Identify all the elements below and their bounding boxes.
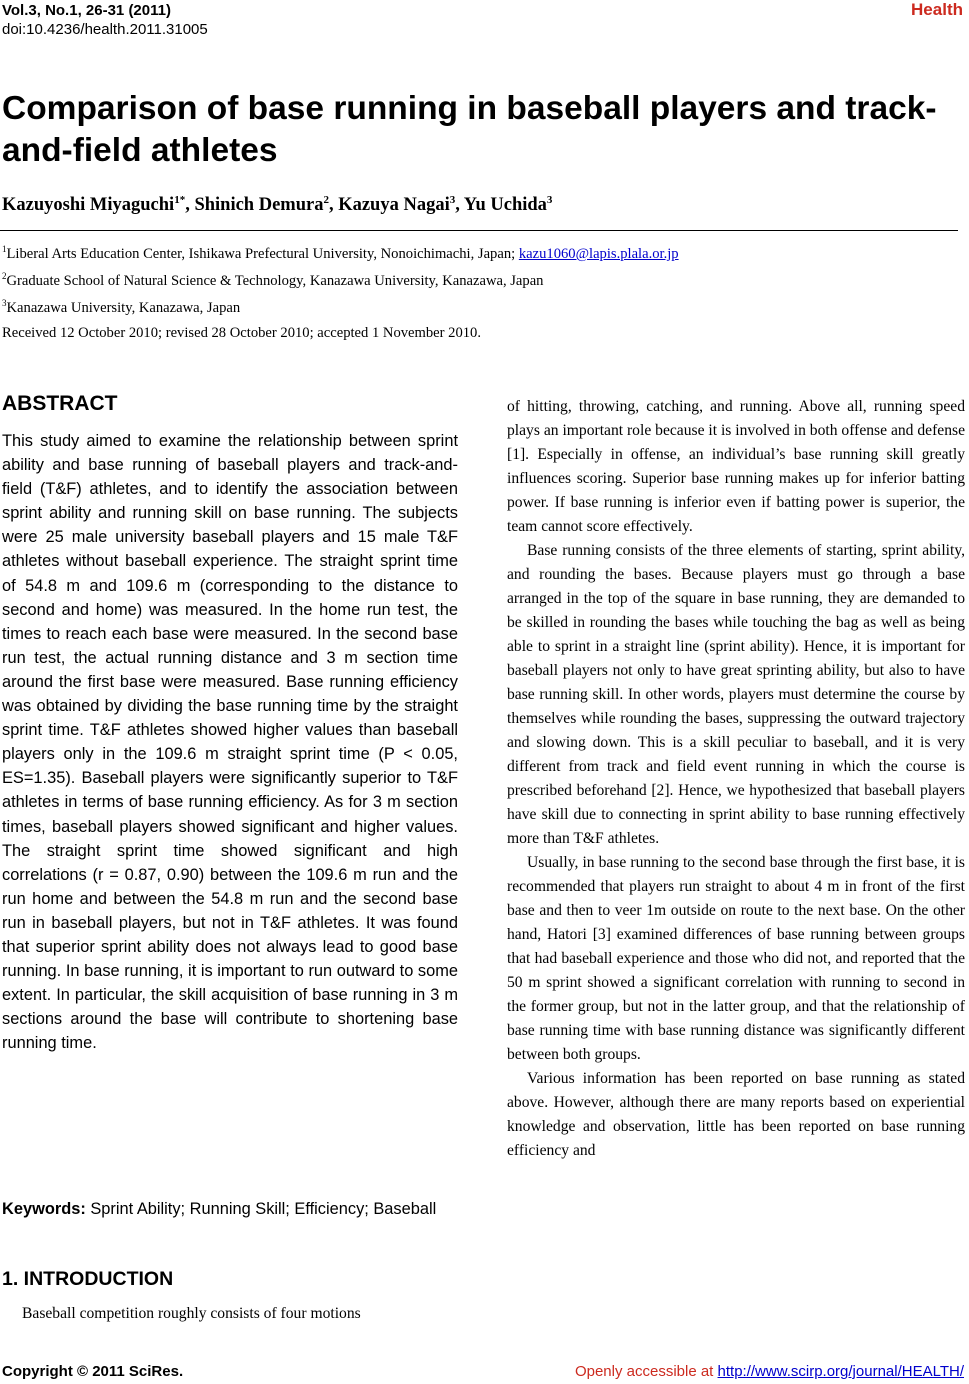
affiliation: $^1$Liberal Arts Education Center, Ishikawa Prefectural University, Nonoichimachi, Japan; kazu1060@lapis.plala.or.jp — [2, 244, 679, 262]
email-link[interactable]: kazu1060@lapis.plala.or.jp — [518, 245, 679, 262]
paper-title: Comparison of base running in baseball players and track-and-field athletes — [2, 90, 937, 169]
journal-name: Health — [911, 0, 963, 19]
affiliations — [2, 238, 679, 319]
right-column — [507, 395, 965, 1163]
author-name: Kazuya Nagai — [338, 195, 450, 216]
affiliation: $^2$Graduate School of Natural Science & Technology, Kanazawa University, Kanazawa, Japan — [2, 270, 544, 289]
paragraph: Various information has been reported on base running as stated above. However, although there are many reports based on experiential knowledge and observation, little has been reported on base running efficiency and — [507, 1070, 965, 1159]
author-name: Shinich Demura — [194, 195, 324, 216]
journal-header — [2, 1, 208, 39]
abstract-text: This study aimed to examine the relationship between sprint ability and base running of baseball players and track-and- field (T&F) athletes, and to identify the association between sprint ability and running skill on base running. The subjects were 25 male university baseball players and 15 male T&F athletes without baseball experience. The straight sprint time of 54.8 m and 109.6 m (corresponding to the distance to second and home) was measured. In the home run test, the times to reach each base were measured. In the second base run test, the actual running distance and 3 m section time around the first base were measured. Base running efficiency was obtained by dividing the base running time by the straight sprint time. T&F athletes showed higher values than baseball players only in the 109.6 m straight sprint time (P < 0.05, ES=1.35). Baseball players were significantly superior to T&F athletes in terms of base running efficiency. As for 3 m section times, baseball players showed significant and higher values. The straight sprint time showed significant and high correlations (r = 0.87, 0.90) between the 109.6 m run and the run home and between the 54.8 m run and the second base run in baseball players, but not in T&F athletes. It was found that superior sprint ability does not always lead to good base running. In base running, it is important to run outward to some extent. In particular, the skill acquisition of base running in 3 m sections around the base will contribute to shortening base running time. — [2, 432, 458, 1053]
access-note: Openly accessible at http://www.scirp.org/journal/HEALTH/ — [574, 1363, 964, 1380]
author-name: Yu Uchida — [463, 195, 547, 216]
section-heading: 1. INTRODUCTION — [2, 1268, 174, 1290]
header-divider — [0, 230, 958, 231]
author-sup: 2 — [323, 194, 329, 206]
intro-first-line: Baseball competition roughly consists of four motions — [22, 1305, 361, 1322]
keywords-text: Sprint Ability; Running Skill; Efficiency; Baseball — [85, 1200, 437, 1218]
affiliation: $^3$Kanazawa University, Kanazawa, Japan — [2, 297, 241, 316]
keywords — [2, 1197, 458, 1221]
journal-url-link[interactable]: http://www.scirp.org/journal/HEALTH/ — [717, 1363, 964, 1380]
author-name: Kazuyoshi Miyaguchi — [2, 195, 175, 216]
author-sup: 3 — [546, 194, 553, 206]
paragraph: Base running consists of the three elements of starting, sprint ability, and rounding the bases. Because players must go through a base arranged in the top of the square in base running, they are demanded to be skilled in rounding the bases while touching the bag as well as being able to sprint in a straight line (sprint ability). Hence, it is important for baseball players not only to have great sprinting ability, but also to have base running skill. In other words, players must determine the course by themselves while rounding the bases, suppressing the outward trajectory and slowing down. This is a skill peculiar to baseball, and it is very different from track and field event running in which the course is prescribed beforehand [2]. Hence, we hypothesized that baseball players have skill due to connecting in sprint ability to base running effectively more than T&F athletes. — [507, 542, 965, 847]
keywords-label: Keywords: — [2, 1200, 86, 1218]
author-list: Kazuyoshi Miyaguchi$^{1*}$, Shinich Demura$^2$, Kazuya Nagai$^3$, Yu Uchida$^3$ — [2, 194, 553, 216]
author-sup: 3 — [449, 194, 456, 206]
paragraph: of hitting, throwing, catching, and running. Above all, running speed plays an important role because it is involved in both offense and defense [1]. Especially in offense, an individual’s base running skill greatly influences scoring. Superior base running makes up for inferior batting power. If base running is inferior even if batting power is superior, the team cannot score effectively. — [507, 398, 965, 535]
author-sup: 1* — [174, 194, 186, 206]
abstract-heading: ABSTRACT — [2, 392, 118, 415]
doi: doi:10.4236/health.2011.31005 — [2, 21, 208, 38]
volume-info: Vol.3, No.1, 26-31 (2011) — [2, 2, 171, 19]
paragraph: Usually, in base running to the second base through the first base, it is recommended that players run straight to about 4 m in front of the first base and then to veer 1m outside on route to the next base. On the other hand, Hatori [3] examined differences of base running between groups that had baseball experience and those who did not, and reported that the 50 m sprint showed a significant correlation with running to second in the former group, but not in the latter group, and that the relationship of base running time with base running distance was significantly different between both groups. — [507, 854, 965, 1063]
received-dates: Received 12 October 2010; revised 28 October 2010; accepted 1 November 2010. — [2, 325, 482, 341]
copyright: Copyright © 2011 SciRes. — [2, 1363, 184, 1380]
